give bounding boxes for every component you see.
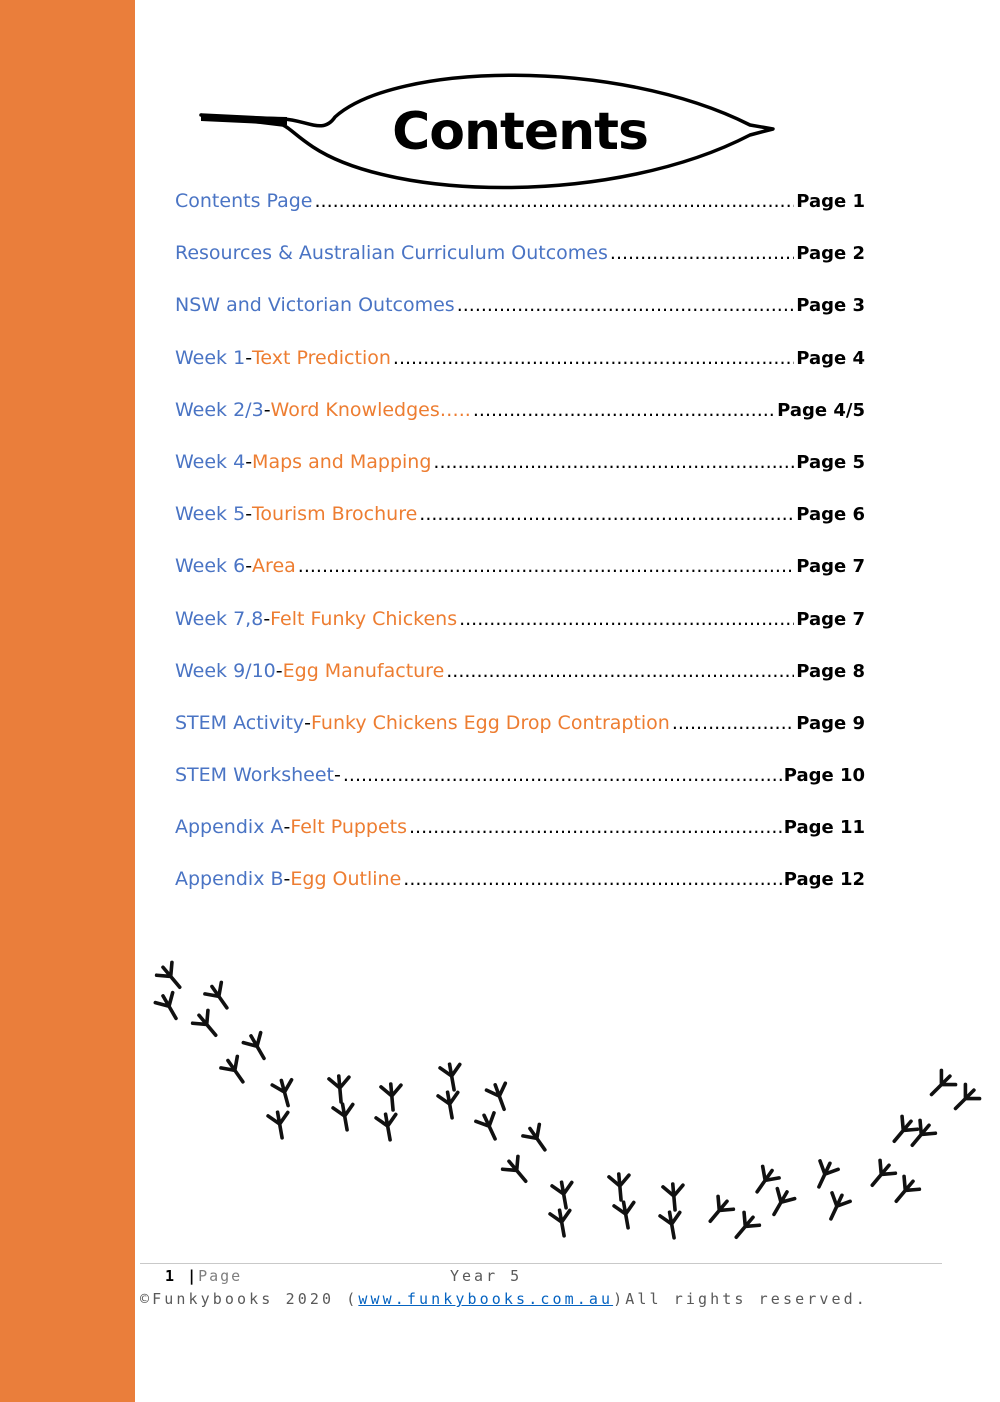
toc-entry-separator: - — [245, 346, 253, 369]
toc-entry-page: Page 5 — [796, 451, 865, 473]
toc-entry-leader-dots — [433, 451, 794, 473]
footprint-mark — [486, 1081, 514, 1112]
toc-entry[interactable] — [175, 712, 865, 764]
footprint-mark — [220, 1055, 251, 1088]
table-of-contents — [175, 190, 865, 921]
toc-entry[interactable] — [175, 451, 865, 503]
toc-entry-leader-dots — [672, 712, 794, 734]
toc-entry-page: Page 4 — [796, 347, 865, 369]
toc-entry-leader-dots — [457, 294, 795, 316]
footer-divider — [140, 1263, 942, 1264]
footprint-mark — [865, 1159, 897, 1192]
toc-entry[interactable] — [175, 294, 865, 346]
footprint-mark — [272, 1078, 298, 1108]
toc-entry-separator: - — [263, 398, 271, 421]
orange-side-bar — [0, 0, 135, 1402]
toc-entry-leader-dots — [315, 190, 795, 212]
toc-entry-label: Appendix B — [175, 868, 284, 891]
toc-entry-topic: Text Prediction — [252, 346, 391, 369]
toc-entry-separator: - — [245, 503, 253, 526]
footprint-mark — [552, 1180, 576, 1209]
toc-entry-leader-dots — [610, 242, 794, 264]
footprint-mark — [438, 1090, 462, 1119]
toc-entry-separator: - — [245, 450, 253, 473]
page-title: Contents — [392, 102, 648, 162]
footprint-mark — [154, 991, 184, 1024]
toc-entry-page: Page 1 — [796, 191, 865, 212]
footprint-mark — [609, 1173, 631, 1201]
toc-entry[interactable] — [175, 399, 865, 451]
footer-copyright — [140, 1290, 940, 1308]
website-link[interactable]: www.funkybooks.com.au — [358, 1290, 614, 1308]
page-separator: | — [187, 1267, 199, 1285]
toc-entry-page: Page 10 — [783, 765, 865, 787]
toc-entry-label: Week 5 — [175, 503, 246, 526]
footprint-mark — [749, 1165, 780, 1198]
toc-entry-topic: Funky Chickens Egg Drop Contraption — [311, 711, 670, 734]
footprint-mark — [155, 961, 187, 994]
footprint-mark — [475, 1111, 504, 1143]
toc-entry-page: Page 9 — [796, 712, 865, 734]
toc-entry-separator: - — [275, 659, 283, 682]
toc-entry-page: Page 4/5 — [777, 399, 865, 421]
footprint-mark — [204, 981, 235, 1014]
toc-entry-leader-dots — [459, 608, 794, 630]
toc-entry-label: Resources & Australian Curriculum Outcomes — [175, 242, 608, 265]
page-number: 1 — [165, 1267, 177, 1285]
toc-entry[interactable] — [175, 660, 865, 712]
toc-entry-topic: Maps and Mapping — [252, 450, 432, 473]
toc-entry-separator: - — [283, 868, 291, 891]
toc-entry-label: Week 6 — [175, 555, 246, 578]
toc-entry-page: Page 8 — [796, 660, 865, 682]
footprint-mark — [729, 1211, 761, 1244]
toc-entry[interactable] — [175, 555, 865, 607]
toc-entry-page: Page 3 — [796, 295, 865, 317]
toc-entry[interactable] — [175, 242, 865, 294]
toc-entry-topic: Egg Outline — [290, 868, 402, 891]
footprint-mark — [810, 1159, 839, 1191]
footprint-mark — [822, 1191, 851, 1223]
toc-entry-label: STEM Activity — [175, 711, 305, 734]
toc-entry-label: Week 2/3 — [175, 398, 264, 421]
footprint-mark — [191, 1009, 223, 1042]
toc-entry-leader-dots — [409, 816, 782, 838]
footprint-mark — [948, 1083, 981, 1116]
toc-entry-leader-dots — [473, 399, 775, 421]
footprint-mark — [333, 1102, 357, 1131]
toc-entry-topic: Area — [252, 555, 296, 578]
toc-entry-leader-dots — [446, 660, 794, 682]
footprint-mark — [924, 1069, 957, 1102]
toc-entry[interactable] — [175, 764, 865, 816]
toc-entry[interactable] — [175, 608, 865, 660]
toc-entry-page: Page 12 — [783, 869, 865, 891]
page-word: Page — [198, 1267, 243, 1285]
toc-entry-page: Page 11 — [783, 817, 865, 839]
footprint-mark — [381, 1083, 403, 1111]
toc-entry-label: Week 7,8 — [175, 607, 264, 630]
toc-entry-label: NSW and Victorian Outcomes — [175, 294, 455, 317]
toc-entry-separator: - — [263, 607, 271, 630]
chicken-footprints-illustration — [140, 950, 990, 1250]
toc-entry-label: Contents Page — [175, 190, 313, 212]
footprint-mark — [765, 1187, 795, 1220]
toc-entry-leader-dots — [403, 868, 781, 890]
footprint-mark — [440, 1062, 464, 1091]
toc-entry-leader-dots — [393, 347, 794, 369]
toc-entry-separator: - — [334, 764, 341, 787]
toc-entry-topic: Felt Funky Chickens — [270, 607, 458, 630]
footer-year: Year 5 — [450, 1267, 523, 1285]
toc-entry-topic: Word Knowledges….. — [270, 398, 471, 421]
footprint-mark — [703, 1195, 735, 1228]
toc-entry[interactable] — [175, 868, 865, 920]
footprint-mark — [550, 1208, 574, 1237]
footprint-mark — [501, 1155, 533, 1188]
toc-entry-label: Week 1 — [175, 346, 246, 369]
toc-entry-page: Page 7 — [796, 608, 865, 630]
toc-entry[interactable] — [175, 190, 865, 242]
toc-entry-separator: - — [283, 816, 291, 839]
footprint-mark — [663, 1183, 685, 1211]
toc-entry-label: Appendix A — [175, 816, 284, 839]
toc-entry-topic: Felt Puppets — [290, 816, 408, 839]
footprint-mark — [660, 1210, 684, 1239]
toc-entry-page: Page 7 — [796, 556, 865, 578]
toc-entry-separator: - — [304, 711, 312, 734]
footprint-mark — [329, 1075, 351, 1103]
toc-entry-label: STEM Worksheet — [175, 764, 334, 787]
footer-page-number — [165, 1267, 242, 1285]
footprint-mark — [242, 1031, 272, 1064]
footprint-mark — [889, 1175, 921, 1208]
footprint-mark — [522, 1123, 553, 1156]
toc-entry-page: Page 2 — [796, 243, 865, 265]
copyright-prefix: ©Funkybooks 2020 ( — [140, 1290, 359, 1308]
toc-entry[interactable] — [175, 347, 865, 399]
toc-entry-topic: Tourism Brochure — [252, 503, 418, 526]
toc-entry-label: Week 4 — [175, 450, 246, 473]
toc-entry[interactable] — [175, 816, 865, 868]
toc-entry-topic: Egg Manufacture — [282, 659, 445, 682]
toc-entry-leader-dots — [343, 764, 782, 786]
toc-entry-leader-dots — [298, 555, 794, 577]
toc-entry[interactable] — [175, 503, 865, 555]
toc-entry-leader-dots — [419, 503, 794, 525]
toc-entry-page: Page 6 — [796, 504, 865, 526]
toc-entry-label: Week 9/10 — [175, 659, 276, 682]
footprint-mark — [376, 1112, 400, 1141]
toc-entry-separator: - — [245, 555, 253, 578]
footprint-mark — [268, 1110, 292, 1139]
copyright-suffix: )All rights reserved. — [613, 1290, 868, 1308]
footprint-mark — [614, 1200, 638, 1229]
